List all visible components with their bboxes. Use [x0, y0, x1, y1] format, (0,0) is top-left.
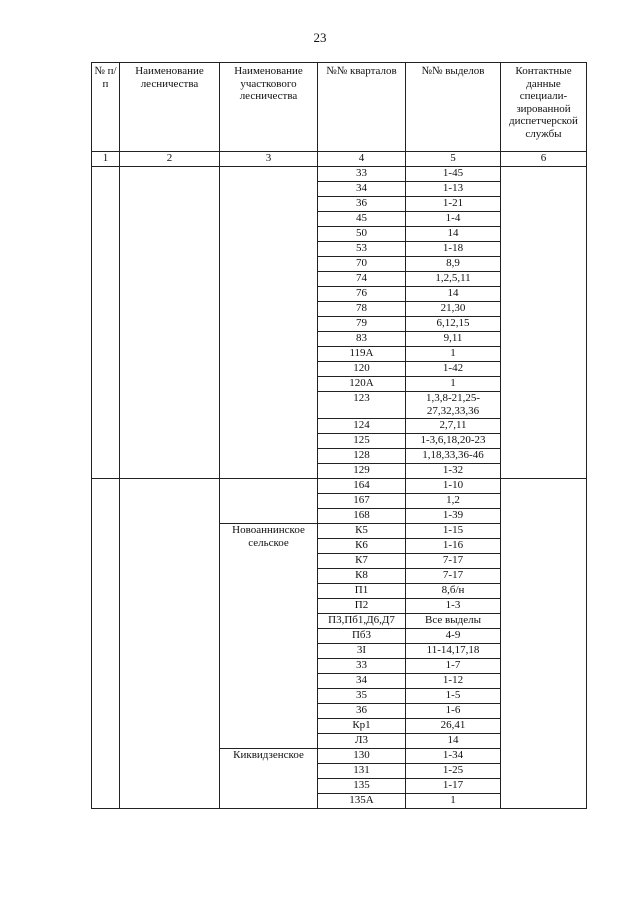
allotment-cell: 1,2 — [406, 494, 501, 509]
district-forestry-name: Новоаннинское сельское — [220, 524, 318, 749]
quarter-cell: К8 — [318, 569, 406, 584]
quarter-cell: 34 — [318, 674, 406, 689]
quarter-cell: 74 — [318, 272, 406, 287]
header-row — [92, 63, 587, 152]
quarter-cell: 35 — [318, 689, 406, 704]
column-number: 3 — [220, 152, 318, 167]
allotment-cell: 8,9 — [406, 257, 501, 272]
header-index: № п/п — [92, 63, 120, 152]
column-number: 4 — [318, 152, 406, 167]
allotment-cell: 1-18 — [406, 242, 501, 257]
quarter-cell: 45 — [318, 212, 406, 227]
quarter-cell: Л3 — [318, 734, 406, 749]
quarter-cell: 130 — [318, 749, 406, 764]
allotment-cell: 1-34 — [406, 749, 501, 764]
quarter-cell: К7 — [318, 554, 406, 569]
allotment-cell: 1-17 — [406, 779, 501, 794]
quarter-cell: Пб3 — [318, 629, 406, 644]
allotment-cell: 1-3 — [406, 599, 501, 614]
district-forestry-cell — [220, 479, 318, 524]
quarter-cell: 83 — [318, 332, 406, 347]
header-allotments: №№ выделов — [406, 63, 501, 152]
column-number-row — [92, 152, 587, 167]
district-forestry-cell — [220, 167, 318, 479]
district-forestry-name: Киквидзенское — [220, 749, 318, 809]
quarter-cell: П2 — [318, 599, 406, 614]
allotment-cell: 7-17 — [406, 569, 501, 584]
quarter-cell: 131 — [318, 764, 406, 779]
column-number: 5 — [406, 152, 501, 167]
quarter-cell: 79 — [318, 317, 406, 332]
quarter-cell: 123 — [318, 392, 406, 419]
allotment-cell: 1-42 — [406, 362, 501, 377]
allotment-cell: 1,3,8-21,25-27,32,33,36 — [406, 392, 501, 419]
quarter-cell: 128 — [318, 449, 406, 464]
quarter-cell: К6 — [318, 539, 406, 554]
quarter-cell: 120 — [318, 362, 406, 377]
quarter-cell: 78 — [318, 302, 406, 317]
quarter-cell: 167 — [318, 494, 406, 509]
allotment-cell: 1-21 — [406, 197, 501, 212]
allotment-cell: 8,б/н — [406, 584, 501, 599]
quarter-cell: 34 — [318, 182, 406, 197]
quarter-cell: 119А — [318, 347, 406, 362]
allotment-cell: 1,2,5,11 — [406, 272, 501, 287]
allotment-cell: 7-17 — [406, 554, 501, 569]
quarter-cell: 129 — [318, 464, 406, 479]
allotment-cell: 21,30 — [406, 302, 501, 317]
quarter-cell: 36 — [318, 197, 406, 212]
quarter-cell: 135 — [318, 779, 406, 794]
page-number: 23 — [313, 30, 327, 45]
index-cell — [92, 479, 120, 809]
allotment-cell: 1-4 — [406, 212, 501, 227]
table-row — [92, 167, 587, 182]
quarter-cell: 36 — [318, 704, 406, 719]
dispatch-contact-cell — [501, 167, 587, 479]
header-quarters: №№ кварталов — [318, 63, 406, 152]
forestry-cell — [120, 167, 220, 479]
allotment-cell: 4-9 — [406, 629, 501, 644]
quarter-cell: Кр1 — [318, 719, 406, 734]
allotment-cell: 1-5 — [406, 689, 501, 704]
column-number: 1 — [92, 152, 120, 167]
allotment-cell: 11-14,17,18 — [406, 644, 501, 659]
forestry-table — [91, 62, 587, 809]
allotment-cell: 1-15 — [406, 524, 501, 539]
quarter-cell: 164 — [318, 479, 406, 494]
allotment-cell: 6,12,15 — [406, 317, 501, 332]
quarter-cell: 76 — [318, 287, 406, 302]
dispatch-contact-cell — [501, 479, 587, 809]
header-forestry: Наименование лесничества — [120, 63, 220, 152]
allotment-cell: 1-25 — [406, 764, 501, 779]
allotment-cell: 14 — [406, 287, 501, 302]
allotment-cell: 1-13 — [406, 182, 501, 197]
allotment-cell: 26,41 — [406, 719, 501, 734]
quarter-cell: 3I — [318, 644, 406, 659]
allotment-cell: Все выделы — [406, 614, 501, 629]
allotment-cell: 14 — [406, 227, 501, 242]
column-number: 6 — [501, 152, 587, 167]
allotment-cell: 1 — [406, 377, 501, 392]
allotment-cell: 1-12 — [406, 674, 501, 689]
quarter-cell: 70 — [318, 257, 406, 272]
allotment-cell: 1-7 — [406, 659, 501, 674]
header-district-forestry: Наименование участкового лесничества — [220, 63, 318, 152]
header-dispatch-contacts: Контактные данные специали-зированной диспетчерской службы — [501, 63, 587, 152]
quarter-cell: П1 — [318, 584, 406, 599]
quarter-cell: 120А — [318, 377, 406, 392]
quarter-cell: 53 — [318, 242, 406, 257]
allotment-cell: 1 — [406, 794, 501, 809]
allotment-cell: 1-16 — [406, 539, 501, 554]
allotment-cell: 2,7,11 — [406, 419, 501, 434]
allotment-cell: 9,11 — [406, 332, 501, 347]
quarter-cell: 135А — [318, 794, 406, 809]
quarter-cell: 33 — [318, 659, 406, 674]
allotment-cell: 1-45 — [406, 167, 501, 182]
allotment-cell: 1 — [406, 347, 501, 362]
quarter-cell: П3,Пб1,Д6,Д7 — [318, 614, 406, 629]
allotment-cell: 1-39 — [406, 509, 501, 524]
quarter-cell: 33 — [318, 167, 406, 182]
quarter-cell: К5 — [318, 524, 406, 539]
table-row — [92, 479, 587, 494]
allotment-cell: 1-3,6,18,20-23 — [406, 434, 501, 449]
allotment-cell: 1-6 — [406, 704, 501, 719]
table-body — [92, 167, 587, 809]
quarter-cell: 168 — [318, 509, 406, 524]
quarter-cell: 50 — [318, 227, 406, 242]
quarter-cell: 124 — [318, 419, 406, 434]
allotment-cell: 1,18,33,36-46 — [406, 449, 501, 464]
forestry-cell — [120, 479, 220, 809]
quarter-cell: 125 — [318, 434, 406, 449]
allotment-cell: 1-10 — [406, 479, 501, 494]
allotment-cell: 14 — [406, 734, 501, 749]
allotment-cell: 1-32 — [406, 464, 501, 479]
index-cell — [92, 167, 120, 479]
column-number: 2 — [120, 152, 220, 167]
